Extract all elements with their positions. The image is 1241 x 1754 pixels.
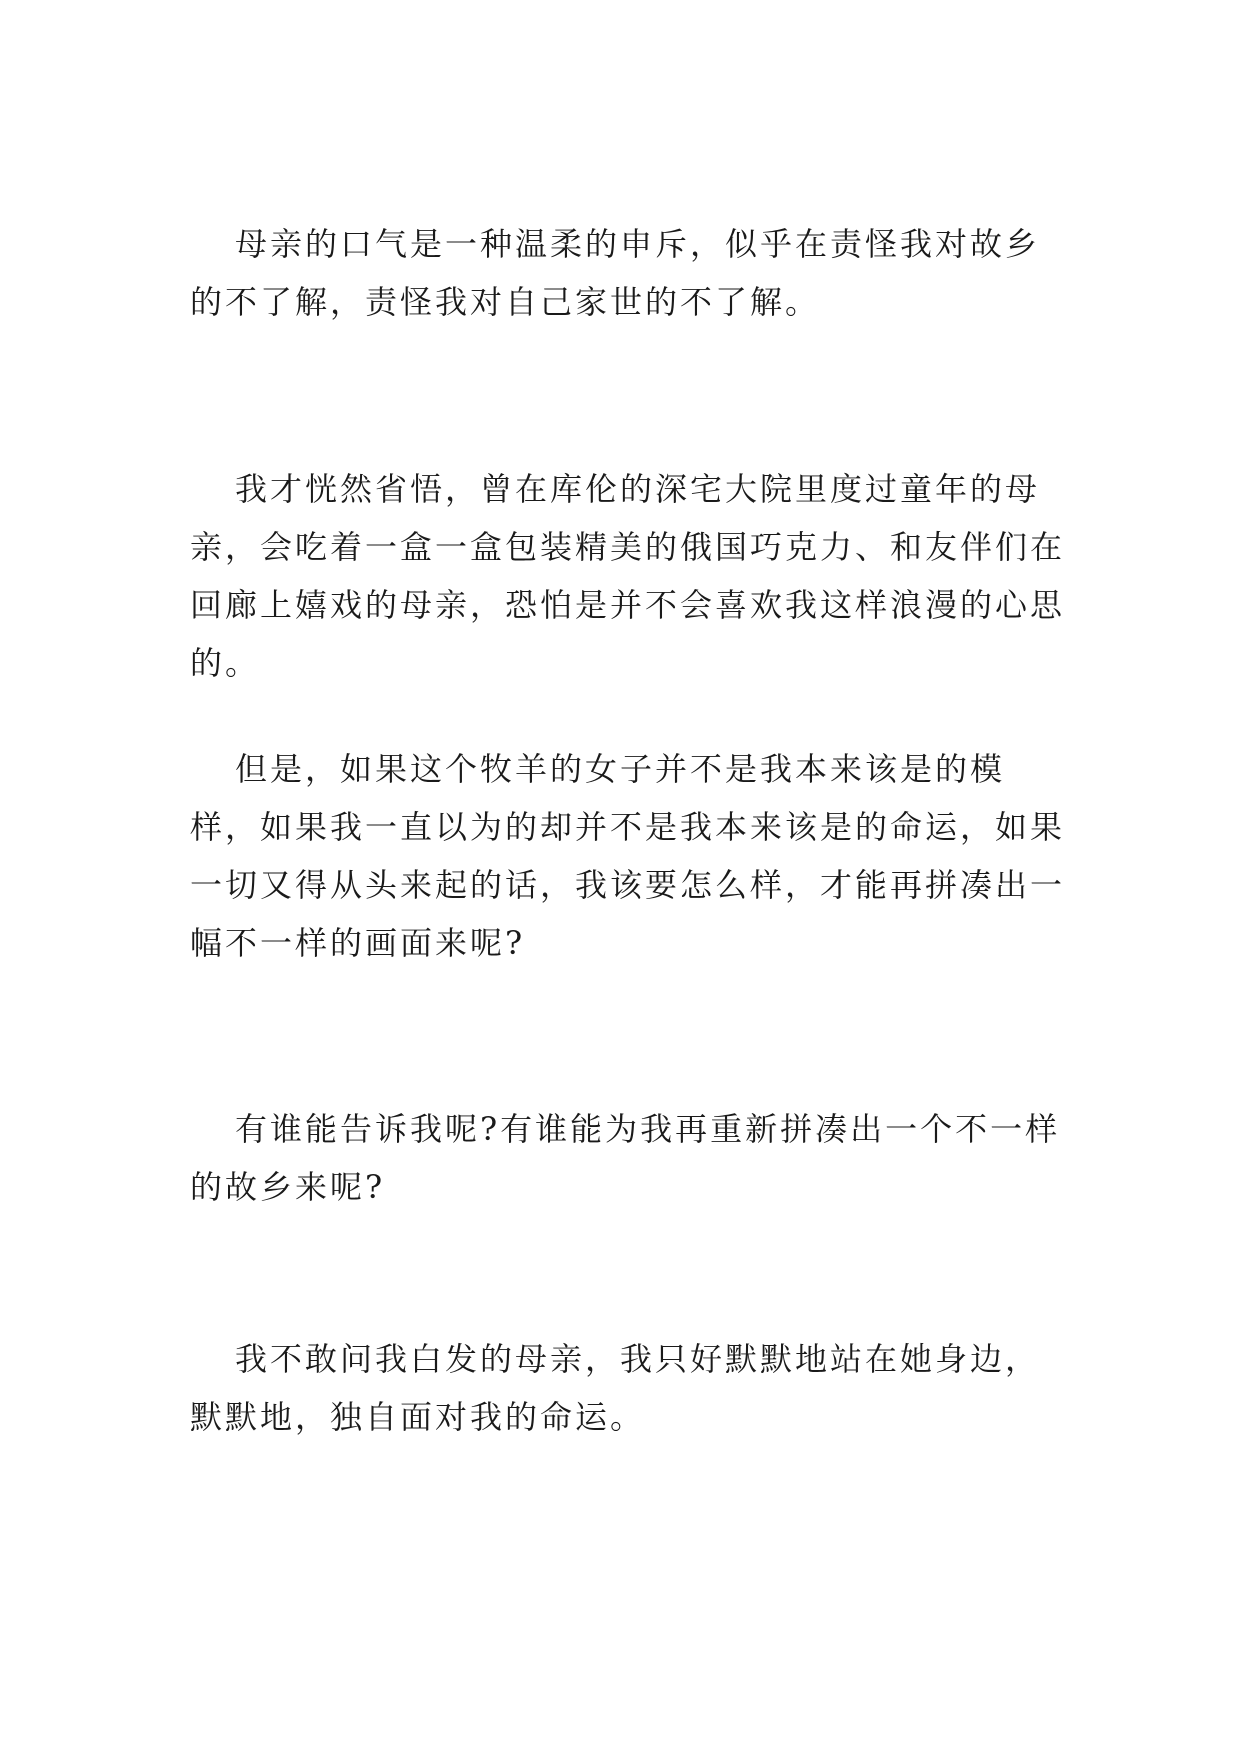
paragraph-4: 有谁能告诉我呢?有谁能为我再重新拼凑出一个不一样的故乡来呢? — [190, 1110, 1061, 1206]
paragraph-1: 母亲的口气是一种温柔的申斥，似乎在责怪我对故乡的不了解，责怪我对自己家世的不了解。 — [190, 225, 1041, 321]
paragraph-3: 但是，如果这个牧羊的女子并不是我本来该是的模样，如果我一直以为的却并不是我本来该是的命运，如果一切又得从头来起的话，我该要怎么样，才能再拼凑出一幅不一样的画面来呢? — [190, 750, 1066, 962]
paragraph-5: 我不敢问我白发的母亲，我只好默默地站在她身边，默默地，独自面对我的命运。 — [190, 1340, 1041, 1436]
paragraph-2: 我才恍然省悟，曾在库伦的深宅大院里度过童年的母亲，会吃着一盒一盒包装精美的俄国巧克力、和友伴们在回廊上嬉戏的母亲，恐怕是并不会喜欢我这样浪漫的心思的。 — [190, 470, 1066, 682]
